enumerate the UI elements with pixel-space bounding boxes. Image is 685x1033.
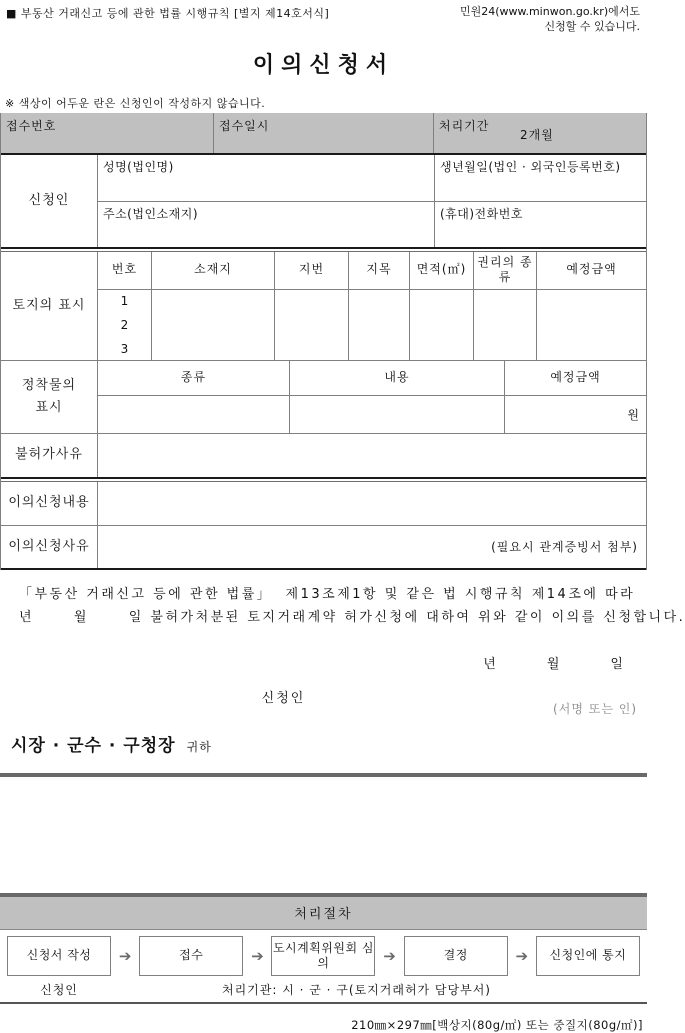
denial-reason-label: 불허가사유 [1,434,98,477]
land-right-type-field[interactable] [473,290,536,360]
arrow-right-icon: ➔ [515,946,529,965]
applicant-name-field[interactable] [98,155,434,201]
minwon24-note-line1: 민원24(www.minwon.go.kr)에서도 [459,5,640,18]
denial-reason-row [1,433,646,477]
objection-content-row [1,482,646,525]
receipt-number-label: 접수번호 [6,118,57,133]
recipient-line [0,731,647,756]
applicant-address-label: 주소(법인소재지) [103,206,199,221]
land-header-lot: 지번 [274,252,348,289]
recipient-suffix: 귀하 [186,739,212,754]
signature-row [0,687,647,721]
applicant-section [1,155,646,247]
receipt-datetime-label: 접수일시 [219,118,270,133]
objection-content-label: 이의신청내용 [1,482,98,525]
land-header-location: 소재지 [151,252,274,289]
applicant-fields [98,155,646,247]
table-bottom-border [1,568,646,570]
procedure-captions [0,981,647,998]
signature-or-seal-note: (서명 또는 인) [553,701,637,716]
land-location-field[interactable] [151,290,274,360]
fixture-header-type: 종류 [180,369,207,384]
currency-unit-label: 원 [627,407,639,422]
minwon24-note-line2: 신청할 수 있습니다. [544,19,640,33]
applicant-birth-field[interactable] [434,155,646,201]
applicant-phone-label: (휴대)전화번호 [440,206,523,221]
land-row-number-2: 2 [120,317,129,332]
receipt-number-cell[interactable] [1,113,213,153]
fixture-table [98,361,646,433]
fixture-section [1,360,646,433]
attachment-note: (필요시 관계증빙서 첨부) [491,540,638,555]
shaded-area-notice: ※ 색상이 어두운 란은 신청인이 작성하지 않습니다. [5,96,266,110]
minwon24-note [460,5,640,35]
recipient-title: 시장 · 군수 · 구청장 [11,735,176,756]
objection-reason-field[interactable] [98,526,646,568]
procedure-agency-label: 처리기관: 시 · 군 · 구(토지거래허가 담당부서) [222,982,491,997]
step-committee-review: 도시계획위원회 심의 [271,936,375,976]
step-decision: 결정 [404,936,508,976]
land-header-est-amount: 예정금액 [536,252,646,289]
step-notify-applicant: 신청인에 통지 [536,936,640,976]
land-header-number: 번호 [111,262,138,277]
land-row-number-3: 3 [120,341,129,356]
applicant-section-label: 신청인 [1,155,98,247]
fixture-data-row [98,395,646,433]
land-body-row [98,289,646,360]
fixture-header-content: 내용 [289,361,504,395]
step-write-application: 신청서 작성 [7,936,111,976]
land-header-area: 면적(㎡) [409,252,473,289]
objection-content-field[interactable] [98,482,646,525]
form-regulation-note: ■ 부동산 거래신고 등에 관한 법률 시행규칙 [별지 제14호서식] [6,7,330,20]
fixture-header-est-amount: 예정금액 [504,361,646,395]
arrow-right-icon: ➔ [118,946,132,965]
main-form-table [0,113,647,570]
land-section [1,252,646,360]
procedure-flow [0,936,647,976]
objection-reason-label: 이의신청사유 [1,526,98,568]
applicant-address-field[interactable] [98,202,434,247]
applicant-name-label: 성명(법인명) [103,159,174,174]
denial-reason-field[interactable] [98,434,646,477]
applicant-birth-label: 생년월일(법인 · 외국인등록번호) [440,159,621,174]
page-divider-top [0,773,647,777]
declaration-paragraph [0,583,685,629]
land-section-label: 토지의 표시 [1,252,98,360]
fixture-section-label-line1: 정착물의 [21,377,77,393]
step-receipt: 접수 [139,936,243,976]
signature-applicant-label: 신청인 [261,690,306,706]
fixture-section-label [1,361,98,433]
land-header-row [98,252,646,289]
procedure-actor-label: 신청인 [40,982,78,997]
land-header-category: 지목 [348,252,409,289]
fixture-section-label-line2: 표시 [35,399,63,415]
receipt-row [1,113,646,153]
processing-period-value: 2개월 [520,127,554,142]
fixture-type-field[interactable] [98,396,289,433]
land-category-field[interactable] [348,290,409,360]
arrow-right-icon: ➔ [251,946,264,965]
land-lot-field[interactable] [274,290,348,360]
land-header-right-type: 권리의 종류 [473,252,536,289]
fixture-content-field[interactable] [289,396,504,433]
declaration-line2: 년 월 일 불허가처분된 토지거래계약 허가신청에 대하여 위와 같이 이의를 신청합니다. [19,609,685,625]
procedure-bottom-line [0,1002,647,1004]
land-row-numbers [98,290,151,360]
signature-date-line[interactable]: 년 월 일 [483,656,625,672]
land-row-number-1: 1 [120,293,129,308]
applicant-address-row [98,201,646,247]
applicant-name-row [98,155,646,201]
land-est-amount-field[interactable] [536,290,646,360]
applicant-phone-field[interactable] [434,202,646,247]
land-table [98,252,646,360]
processing-period-label: 처리기간 [439,118,490,133]
fixture-header-row [98,361,646,395]
paper-spec-note: 210㎜×297㎜[백상지(80g/㎡) 또는 중질지(80g/㎡)] [351,1017,643,1032]
header-notes [0,0,647,35]
land-area-field[interactable] [409,290,473,360]
procedure-header-bar: 처리절차 [0,897,647,930]
objection-reason-row [1,525,646,568]
page-title: 이의신청서 [252,52,395,78]
processing-period-cell [433,113,646,153]
fixture-amount-field[interactable] [504,396,646,433]
receipt-datetime-cell[interactable] [213,113,433,153]
declaration-line1: 「부동산 거래신고 등에 관한 법률」 제13조제1항 및 같은 법 시행규칙 제14조에 따라 [19,586,636,602]
arrow-right-icon: ➔ [383,946,396,965]
